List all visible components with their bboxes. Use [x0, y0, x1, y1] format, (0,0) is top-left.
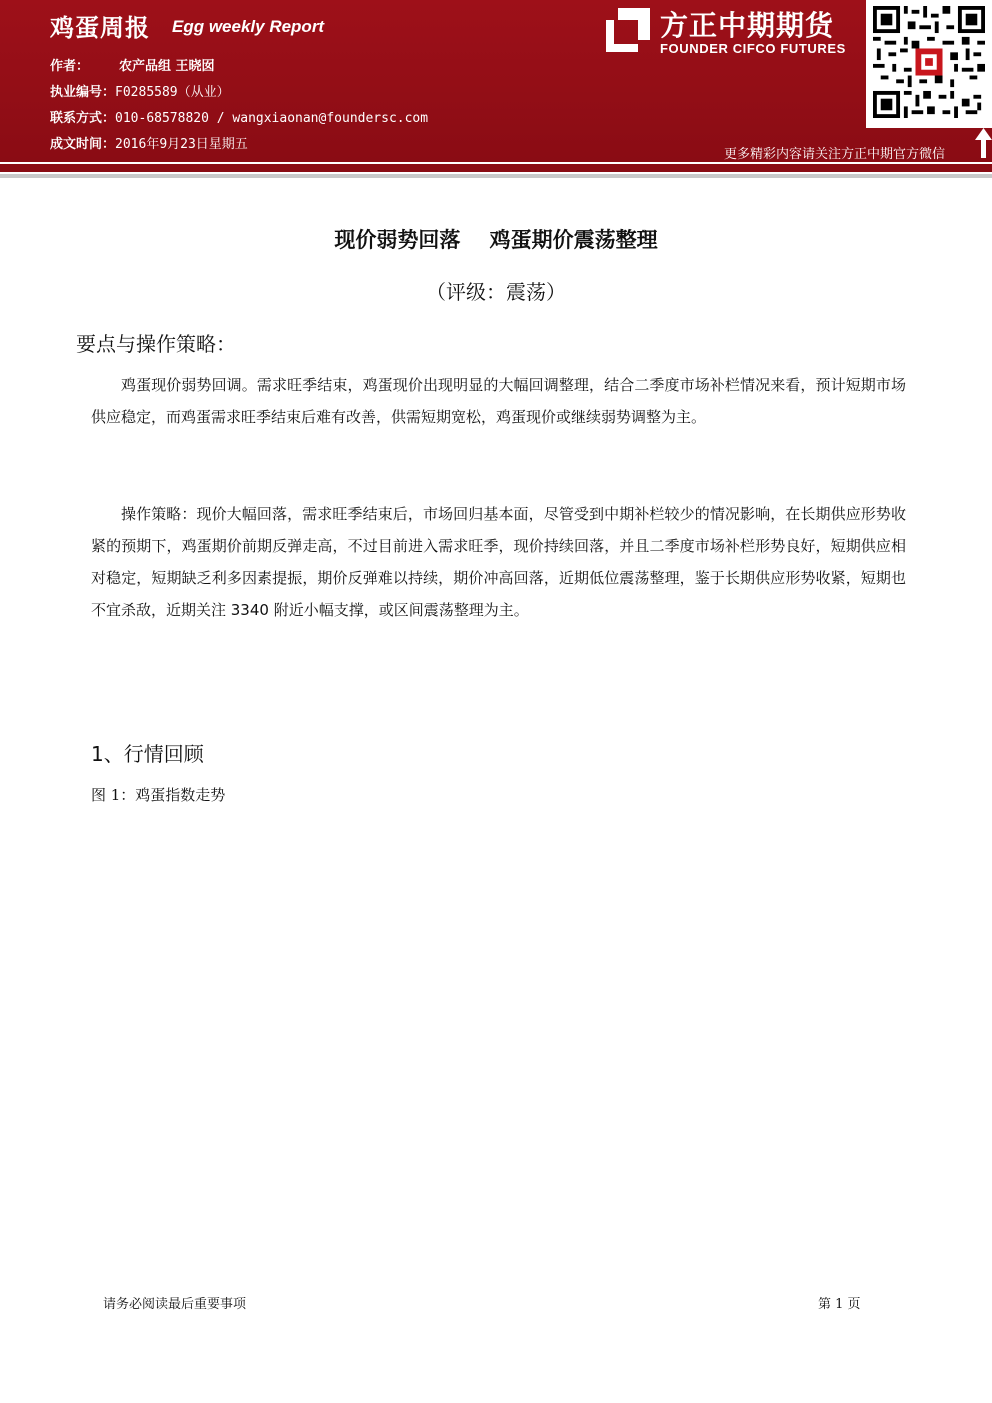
contact-line — [50, 107, 428, 126]
summary-paragraph: 鸡蛋现价弱势回调。需求旺季结束，鸡蛋现价出现明显的大幅回调整理，结合二季度市场补栏情况来看，预计短期市场供应稳定，而鸡蛋需求旺季结束后难有改善，供需短期宽松，鸡蛋现价或继续弱势调整为主。 — [91, 376, 906, 426]
arrow-up-icon — [975, 128, 992, 158]
brand-name: 方正中期期货 — [660, 9, 835, 42]
wechat-follow-note: 更多精彩内容请关注方正中期官方微信 — [724, 147, 946, 162]
license-value: F0285589（从业） — [115, 85, 230, 100]
strategy-paragraph: 操作策略：现价大幅回落，需求旺季结束后，市场回归基本面，尽管受到中期补栏较少的情况影响，在长期供应形势收紧的预期下，鸡蛋期价前期反弹走高，不过目前进入需求旺季，现价持续回落，并且二季度市场补栏形势良好，短期供应相对稳定，短期缺乏利多因素提振，期价反弹难以持续，期价冲高回落，近期低位震荡整理，鉴于长期供应形势收紧，短期也不宜杀敌，近期关注 3340 附近小幅支撑，或区间震荡整理为主。 — [91, 505, 906, 619]
report-series-title: 鸡蛋周报 — [50, 14, 150, 42]
report-title: 现价弱势回落 鸡蛋期价震荡整理 — [334, 228, 658, 252]
contact-label: 联系方式： — [50, 111, 116, 126]
author-label: 作者： — [50, 59, 90, 74]
report-rating: （评级：震荡） — [426, 280, 566, 304]
contact-value[interactable]: 010-68578820 / wangxiaonan@foundersc.com — [115, 111, 429, 126]
report-series-title-en: Egg weekly Report — [172, 17, 325, 36]
license-label: 执业编号： — [50, 85, 116, 100]
section-heading-market-review: 1、行情回顾 — [91, 742, 204, 766]
header-divider — [0, 164, 992, 172]
key-points-heading: 要点与操作策略： — [76, 332, 236, 356]
author-value: 农产品组 王晓囡 — [119, 59, 215, 74]
date-label: 成文时间： — [50, 137, 116, 152]
license-line — [50, 81, 230, 100]
date-value: 2016年9月23日星期五 — [115, 137, 248, 152]
date-line — [50, 133, 248, 152]
figure-caption: 图 1：鸡蛋指数走势 — [91, 786, 226, 804]
footer-notice: 请务必阅读最后重要事项 — [103, 1297, 247, 1312]
brand-name-en: FOUNDER CIFCO FUTURES — [660, 41, 846, 56]
founder-logo-icon — [604, 6, 652, 54]
header-divider-shadow — [0, 174, 992, 178]
qr-code-icon — [873, 6, 985, 118]
page-number: 第 1 页 — [818, 1297, 861, 1312]
author-line — [50, 55, 215, 74]
wechat-qr-code — [866, 0, 992, 128]
